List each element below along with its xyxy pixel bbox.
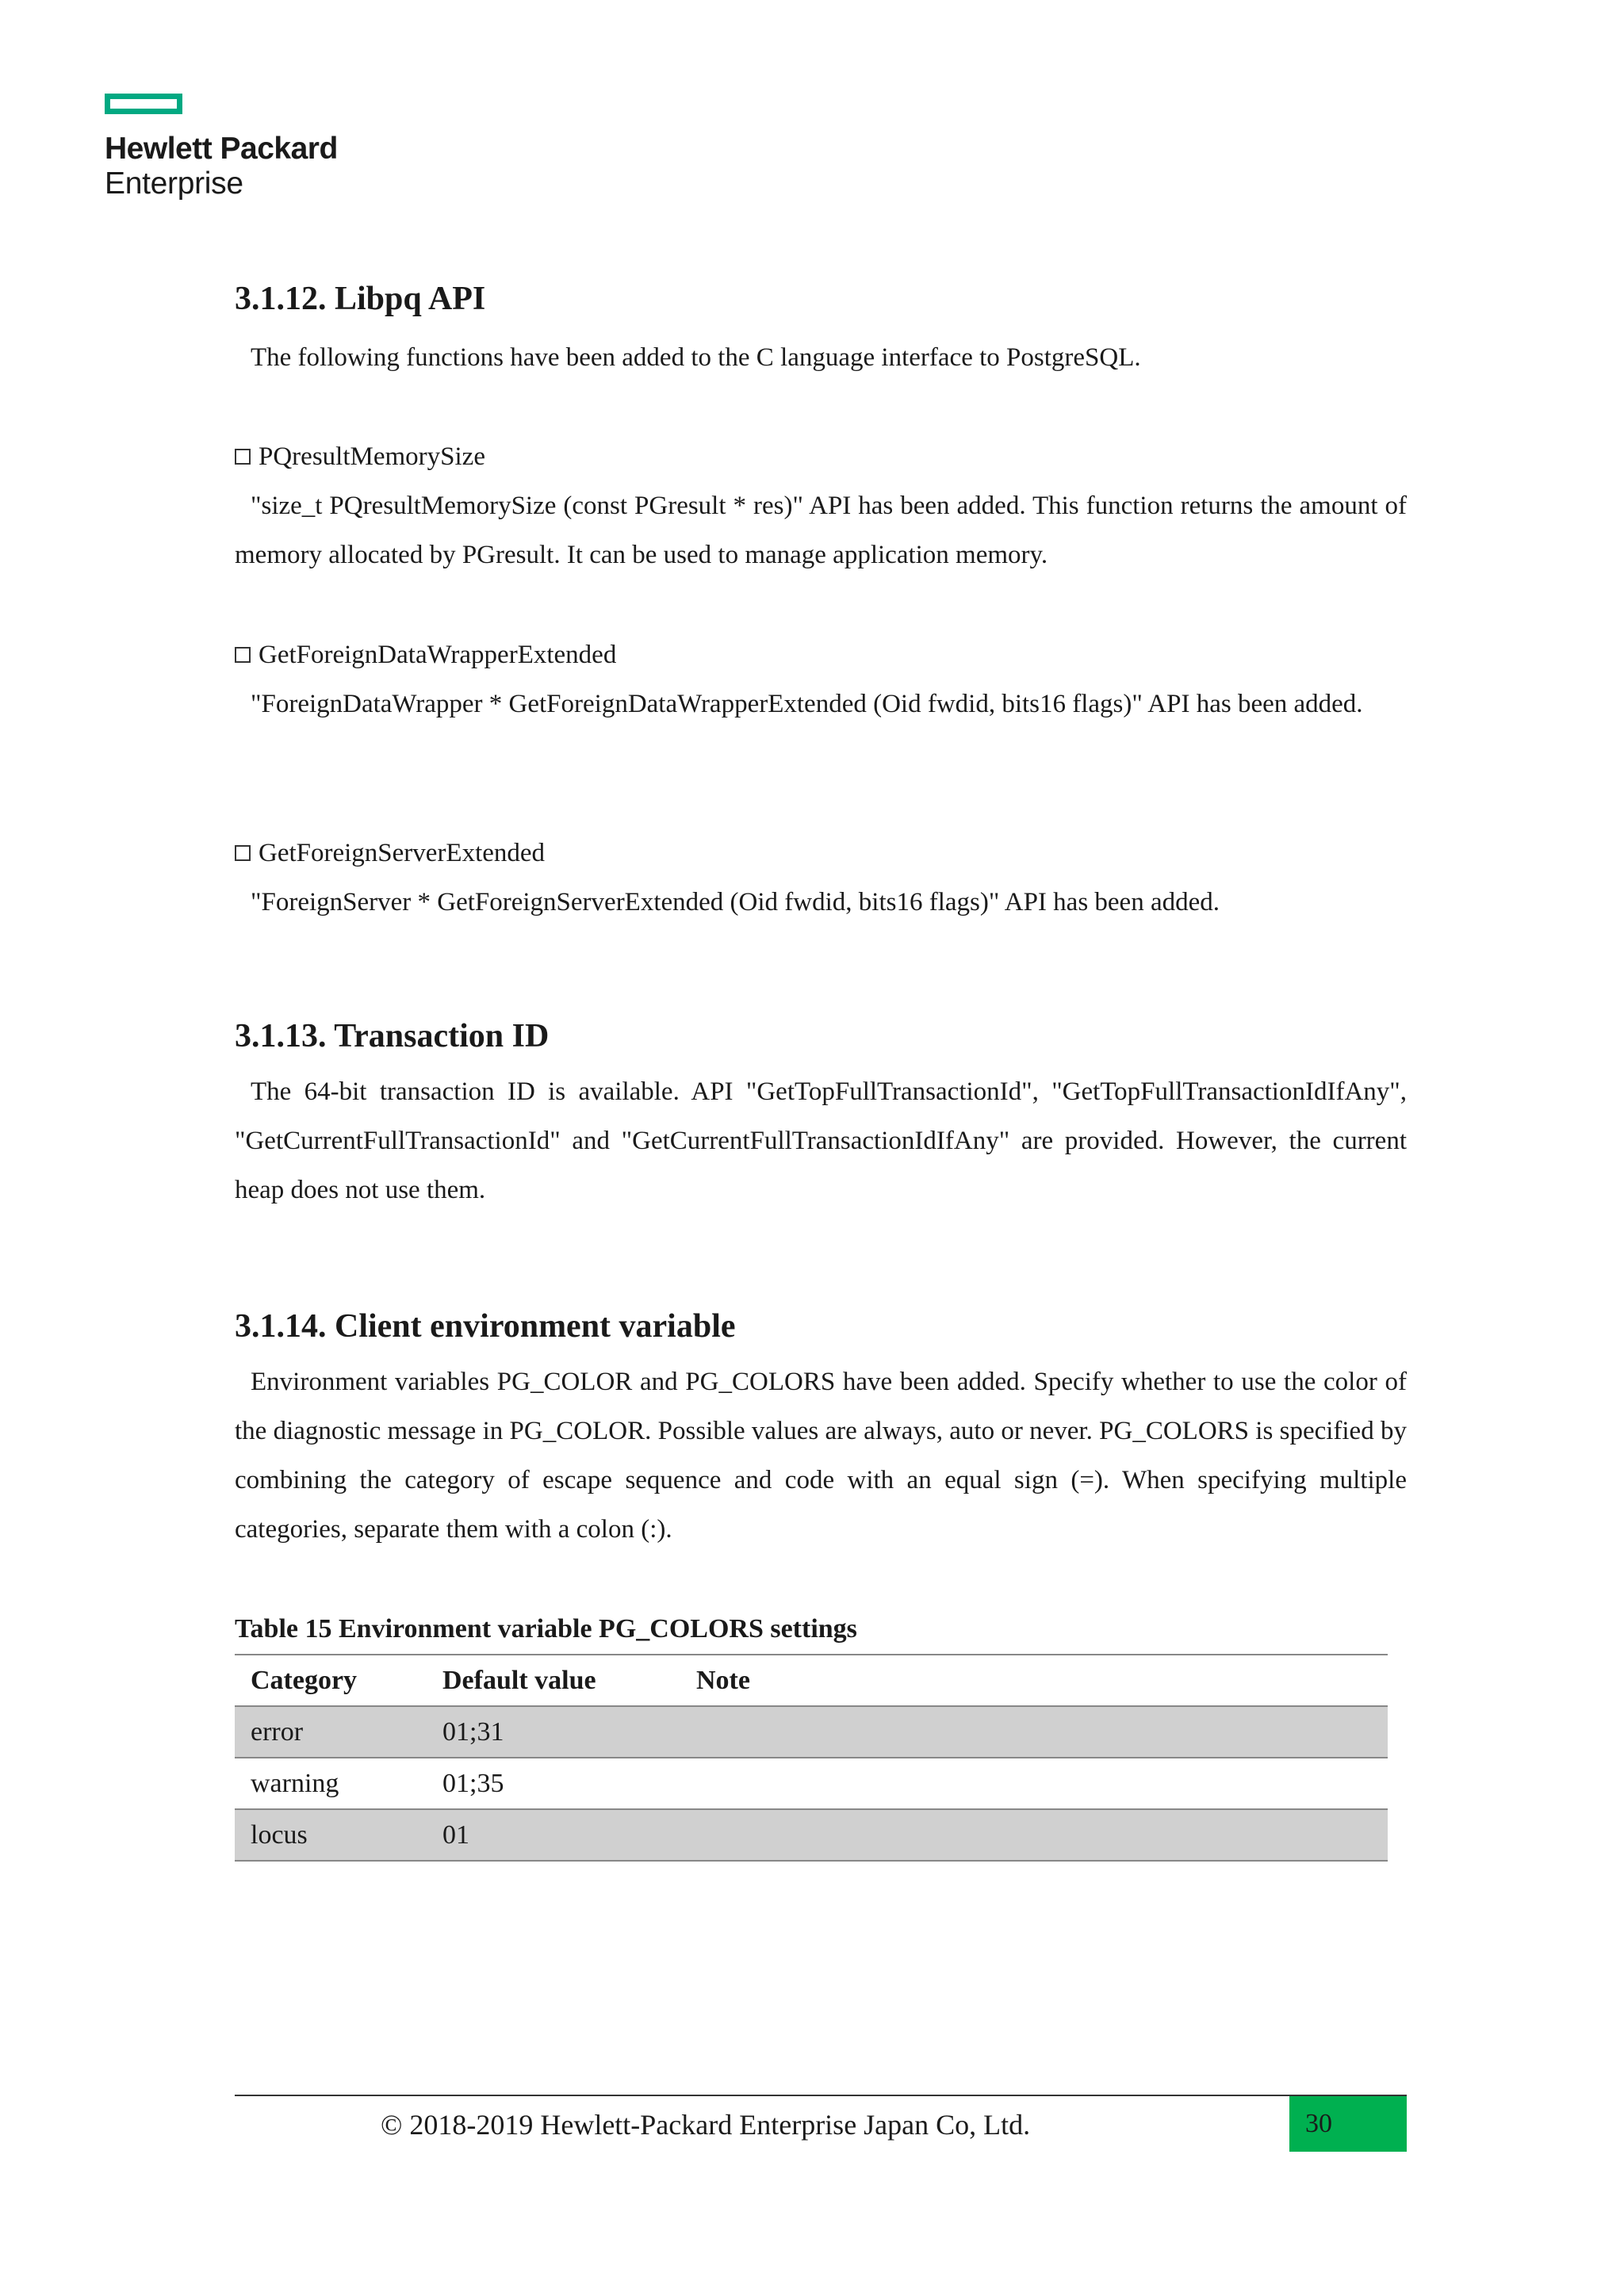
- item-title-getforeignserverextended: GetForeignServerExtended: [235, 828, 545, 878]
- item-text-pqresultmemorysize: "size_t PQresultMemorySize (const PGresult * res)" API has been added. This function returns the amount of memory allocated by PGresult. It can be used to manage application memory.: [235, 492, 1407, 569]
- heading-client-env: 3.1.14. Client environment variable: [235, 1308, 736, 1345]
- footer-divider: [235, 2095, 1407, 2096]
- pg-colors-table: [235, 1654, 1388, 1862]
- cell-default-value: 01;35: [427, 1758, 680, 1809]
- cell-default-value: 01: [427, 1809, 680, 1861]
- item-title-getforeigndatawrapperextended: GetForeignDataWrapperExtended: [235, 630, 616, 679]
- cell-note: [680, 1758, 1388, 1809]
- client-env-text: Environment variables PG_COLOR and PG_COLORS have been added. Specify whether to use the color of the diagnostic message in PG_COLOR. Possible values are always, auto or never. PG_COLORS is specified by combining the category of escape sequence and code with an equal sign (=). When specifying multiple categories, separate them with a colon (:).: [235, 1368, 1407, 1544]
- item-title-pqresultmemorysize: PQresultMemorySize: [235, 432, 485, 481]
- table-caption: Table 15 Environment variable PG_COLORS settings: [235, 1614, 857, 1644]
- libpq-intro: The following functions have been added to the C language interface to PostgreSQL.: [251, 343, 1141, 372]
- cell-default-value: 01;31: [427, 1706, 680, 1758]
- cell-note: [680, 1706, 1388, 1758]
- checkbox-square-icon: [235, 449, 251, 465]
- checkbox-square-icon: [235, 845, 251, 861]
- cell-note: [680, 1809, 1388, 1861]
- table-header-row: [235, 1655, 1388, 1706]
- cell-category: error: [235, 1706, 427, 1758]
- footer-copyright: © 2018-2019 Hewlett-Packard Enterprise Japan Co, Ltd.: [381, 2109, 1031, 2141]
- cell-category: warning: [235, 1758, 427, 1809]
- logo-line-1: Hewlett Packard: [105, 132, 338, 166]
- header-category: Category: [235, 1655, 427, 1706]
- page-number: 30: [1289, 2096, 1407, 2152]
- header-note: Note: [680, 1655, 1388, 1706]
- hpe-logo: [105, 94, 338, 201]
- cell-category: locus: [235, 1809, 427, 1861]
- item-text-getforeigndatawrapperextended: "ForeignDataWrapper * GetForeignDataWrapperExtended (Oid fwdid, bits16 flags)" API has been added.: [251, 690, 1363, 718]
- logo-mark: [105, 94, 182, 114]
- heading-libpq: 3.1.12. Libpq API: [235, 281, 486, 317]
- heading-transaction-id: 3.1.13. Transaction ID: [235, 1018, 550, 1054]
- table-row: [235, 1706, 1388, 1758]
- table-row: [235, 1758, 1388, 1809]
- checkbox-square-icon: [235, 647, 251, 663]
- transaction-text: The 64-bit transaction ID is available. API "GetTopFullTransactionId", "GetTopFullTransactionIdIfAny", "GetCurrentFullTransactionId" and "GetCurrentFullTransactionIdIfAny" are provided. However, the current heap does not use them.: [235, 1077, 1407, 1204]
- logo-line-2: Enterprise: [105, 166, 243, 201]
- table-row: [235, 1809, 1388, 1861]
- item-text-getforeignserverextended: "ForeignServer * GetForeignServerExtended (Oid fwdid, bits16 flags)" API has been added.: [251, 888, 1220, 916]
- header-default-value: Default value: [427, 1655, 680, 1706]
